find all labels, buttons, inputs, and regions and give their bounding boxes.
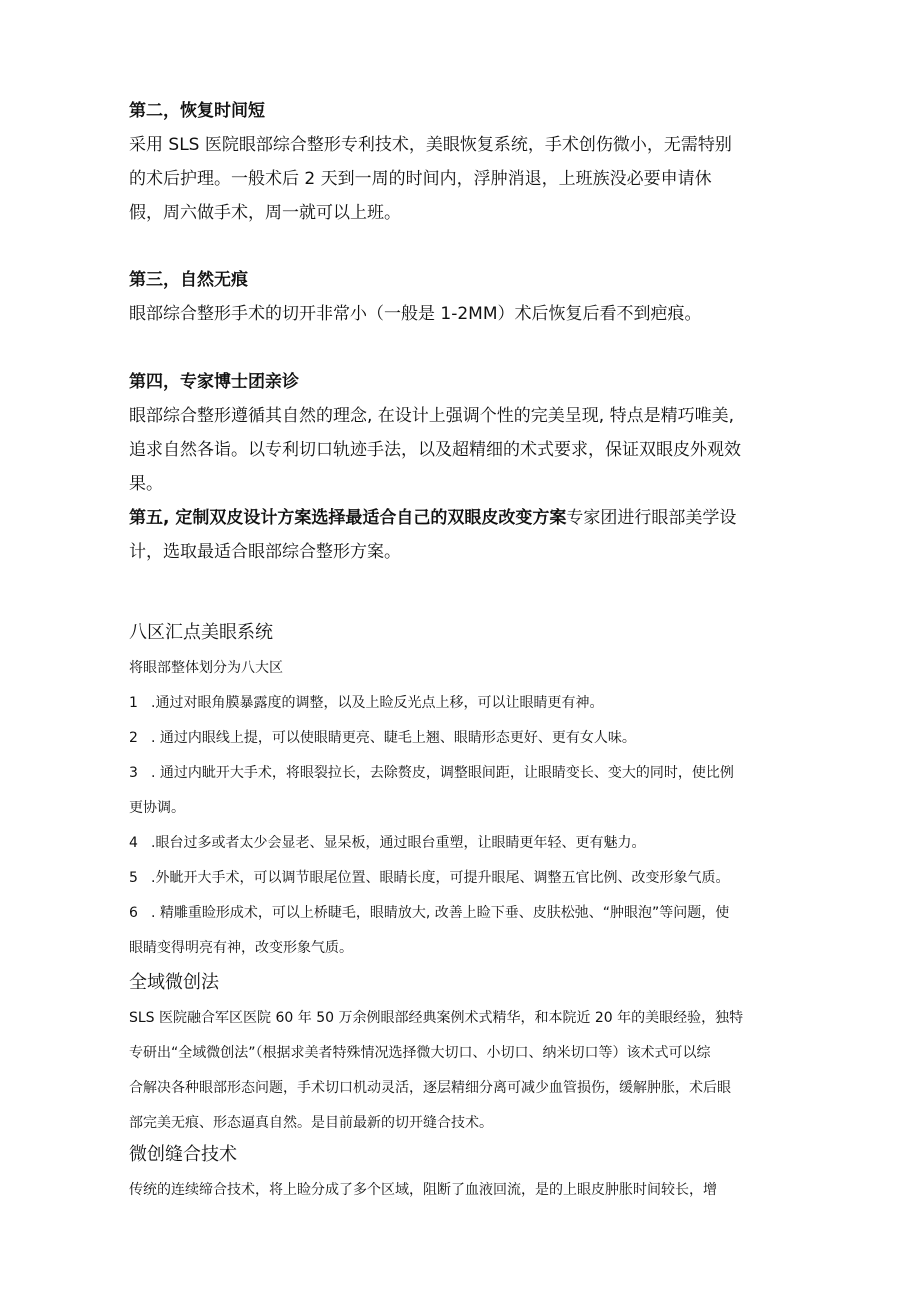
suture-body <box>129 1173 789 1208</box>
text-line: 的术后护理。一般术后 2 天到一周的时间内，浮肿消退，上班族没必要申请休 <box>129 169 712 189</box>
list-item-number: 5 <box>129 870 138 886</box>
list-item-number: 4 <box>129 835 138 851</box>
text-line: 眼部综合整形遵循其自然的理念, 在设计上强调个性的完美呈现, 特点是精巧唯美, <box>129 406 735 426</box>
text-line: 传统的连续缔合技术，将上睑分成了多个区域，阻断了血液回流，是的上眼皮肿胀时间较长，增 <box>129 1182 717 1198</box>
text-line: 采用 SLS 医院眼部综合整形专利技术，美眼恢复系统，手术创伤微小，无需特别 <box>129 135 732 155</box>
text-line: 果。 <box>129 474 163 494</box>
list-item <box>129 686 789 721</box>
eight-zone-list <box>129 686 789 966</box>
text-line: 追求自然各诣。以专利切口轨迹手法，以及超精细的术式要求，保证双眼皮外观效 <box>129 440 741 460</box>
list-item-number: 6 <box>129 905 138 921</box>
quanyu-body <box>129 1001 789 1141</box>
list-item-text: . 精雕重睑形成术，可以上桥睫毛，眼睛放大, 改善上睑下垂、皮肤松弛、“肿眼泡”等问题，使 <box>151 905 730 921</box>
text-line: 部完美无痕、形态逼真自然。是目前最新的切开缝合技术。 <box>129 1115 493 1131</box>
text-run: 专家团进行眼部美学设 <box>566 508 737 528</box>
list-item <box>129 826 789 861</box>
list-item-number: 1 <box>129 695 138 711</box>
text-line: 计，选取最适合眼部综合整形方案。 <box>129 542 401 562</box>
text-line: 假，周六做手术，周一就可以上班。 <box>129 203 401 223</box>
text-line: 眼部综合整形手术的切开非常小（一般是 1-2MM）术后恢复后看不到疤痕。 <box>129 304 702 324</box>
list-item-number: 2 <box>129 730 138 746</box>
section-heading-custom: 第五, 定制双皮设计方案选择最适合自己的双眼皮改变方案 <box>129 508 567 528</box>
text-line: 合解决各种眼部形态问题，手术切口机动灵活，逐层精细分离可减少血管损伤，缓解肿胀，术后眼 <box>129 1080 731 1096</box>
eight-zone-intro: 将眼部整体划分为八大区 <box>129 660 283 676</box>
list-item-text: 更协调。 <box>129 800 185 816</box>
list-item-number: 3 <box>129 765 138 781</box>
eight-zone-title: 八区汇点美眼系统 <box>129 622 273 643</box>
list-item <box>129 756 789 826</box>
suture-title: 微创缝合技术 <box>129 1144 237 1165</box>
list-item <box>129 721 789 756</box>
list-item <box>129 896 789 966</box>
section-body-natural <box>129 297 789 331</box>
list-item-text: . 通过内眦开大手术，将眼裂拉长，去除赘皮，调整眼间距，让眼睛变长、变大的同时，使比例 <box>151 765 734 781</box>
list-item-text: .眼台过多或者太少会显老、显呆板，通过眼台重塑，让眼睛更年轻、更有魅力。 <box>151 835 646 851</box>
section-heading-experts: 第四，专家博士团亲诊 <box>129 372 299 392</box>
quanyu-title: 全域微创法 <box>129 972 219 993</box>
section-body-recovery <box>129 128 789 230</box>
list-item <box>129 861 789 896</box>
text-line: 专研出“全域微创法”（根据求美者特殊情况选择微大切口、小切口、纳米切口等）该术式可以综 <box>129 1045 711 1061</box>
text-line <box>129 501 789 535</box>
section-body-experts <box>129 399 789 501</box>
list-item-text: . 通过内眼线上提，可以使眼睛更亮、睫毛上翘、眼睛形态更好、更有女人味。 <box>151 730 636 746</box>
list-item-text: .通过对眼角膜暴露度的调整，以及上睑反光点上移，可以让眼睛更有神。 <box>151 695 604 711</box>
section-custom-design <box>129 501 789 569</box>
list-item-text: .外眦开大手术，可以调节眼尾位置、眼睛长度，可提升眼尾、调整五官比例、改变形象气质。 <box>151 870 730 886</box>
text-line: SLS 医院融合军区医院 60 年 50 万余例眼部经典案例术式精华，和本院近 20 年的美眼经验，独特 <box>129 1010 744 1026</box>
list-item-text: 眼睛变得明亮有神，改变形象气质。 <box>129 940 353 956</box>
section-heading-natural: 第三，自然无痕 <box>129 270 248 290</box>
section-heading-recovery: 第二，恢复时间短 <box>129 101 265 121</box>
